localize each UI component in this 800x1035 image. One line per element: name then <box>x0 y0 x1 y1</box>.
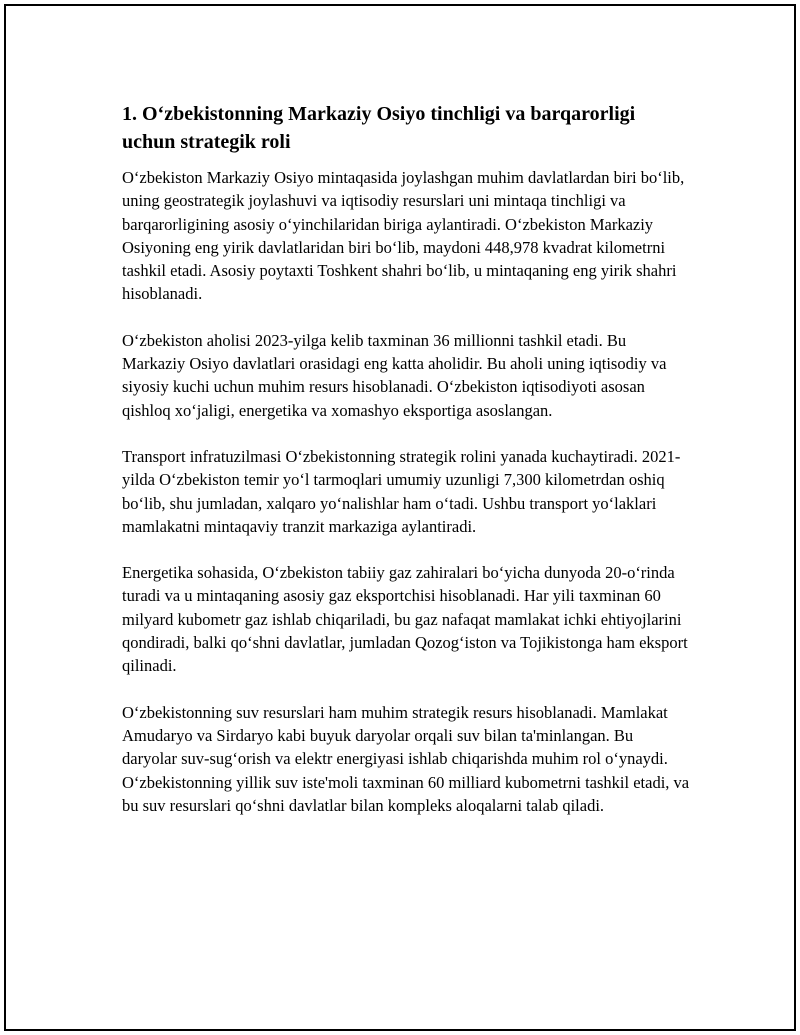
document-body <box>122 100 692 840</box>
paragraph-energy: Energetika sohasida, O‘zbekiston tabiiy gaz zahiralari bo‘yicha dunyoda 20-o‘rinda turadi va u mintaqaning asosiy gaz eksportchisi hisoblanadi. Har yili taxminan 60 milyard kubometr gaz ishlab chiqariladi, bu gaz nafaqat mamlakat ichki ehtiyojlarini qondiradi, balki qo‘shni davlatlar, jumladan Qozog‘iston va Tojikistonga ham eksport qilinadi. <box>122 563 688 676</box>
paragraph-geography: O‘zbekiston Markaziy Osiyo mintaqasida joylashgan muhim davlatlardan biri bo‘lib, uning geostrategik joylashuvi va iqtisodiy resurslari uni mintaqa tinchligi va barqarorligining asosiy o‘yinchilaridan biriga aylantiradi. O‘zbekiston Markaziy Osiyoning eng yirik davlatlaridan biri bo‘lib, maydoni 448,978 kvadrat kilometrni tashkil etadi. Asosiy poytaxti Toshkent shahri bo‘lib, u mintaqaning eng yirik shahri hisoblanadi. <box>122 168 685 304</box>
paragraph-water: O‘zbekistonning suv resurslari ham muhim strategik resurs hisoblanadi. Mamlakat Amudaryo va Sirdaryo kabi buyuk daryolar orqali suv bilan ta'minlangan. Bu daryolar suv-sug‘orish va elektr energiyasi ishlab chiqarishda muhim rol o‘ynaydi. O‘zbekistonning yillik suv iste'moli taxminan 60 milliard kubometrni tashkil etadi, va bu suv resurslari qo‘shni davlatlar bilan kompleks aloqalarni talab qiladi. <box>122 702 690 815</box>
paragraph-population: O‘zbekiston aholisi 2023-yilga kelib taxminan 36 millionni tashkil etadi. Bu Markaziy Osiyo davlatlari orasidagi eng katta aholidir. Bu aholi uning iqtisodiy va siyosiy kuchi uchun muhim resurs hisoblanadi. O‘zbekiston iqtisodiyoti asosan qishloq xo‘jaligi, energetika va xomashyo eksportiga asoslangan. <box>122 330 667 420</box>
page-frame <box>4 4 796 1031</box>
section-heading: 1. O‘zbekistonning Markaziy Osiyo tinchligi va barqarorligi uchun strategik roli <box>122 103 636 153</box>
paragraph-transport: Transport infratuzilmasi O‘zbekistonning strategik rolini yanada kuchaytiradi. 2021-yilda O‘zbekiston temir yo‘l tarmoqlari umumiy uzunligi 7,300 kilometrdan oshiq bo‘lib, shu jumladan, xalqaro yo‘nalishlar ham o‘tadi. Ushbu transport yo‘laklari mamlakatni mintaqaviy tranzit markaziga aylantiradi. <box>122 446 681 536</box>
